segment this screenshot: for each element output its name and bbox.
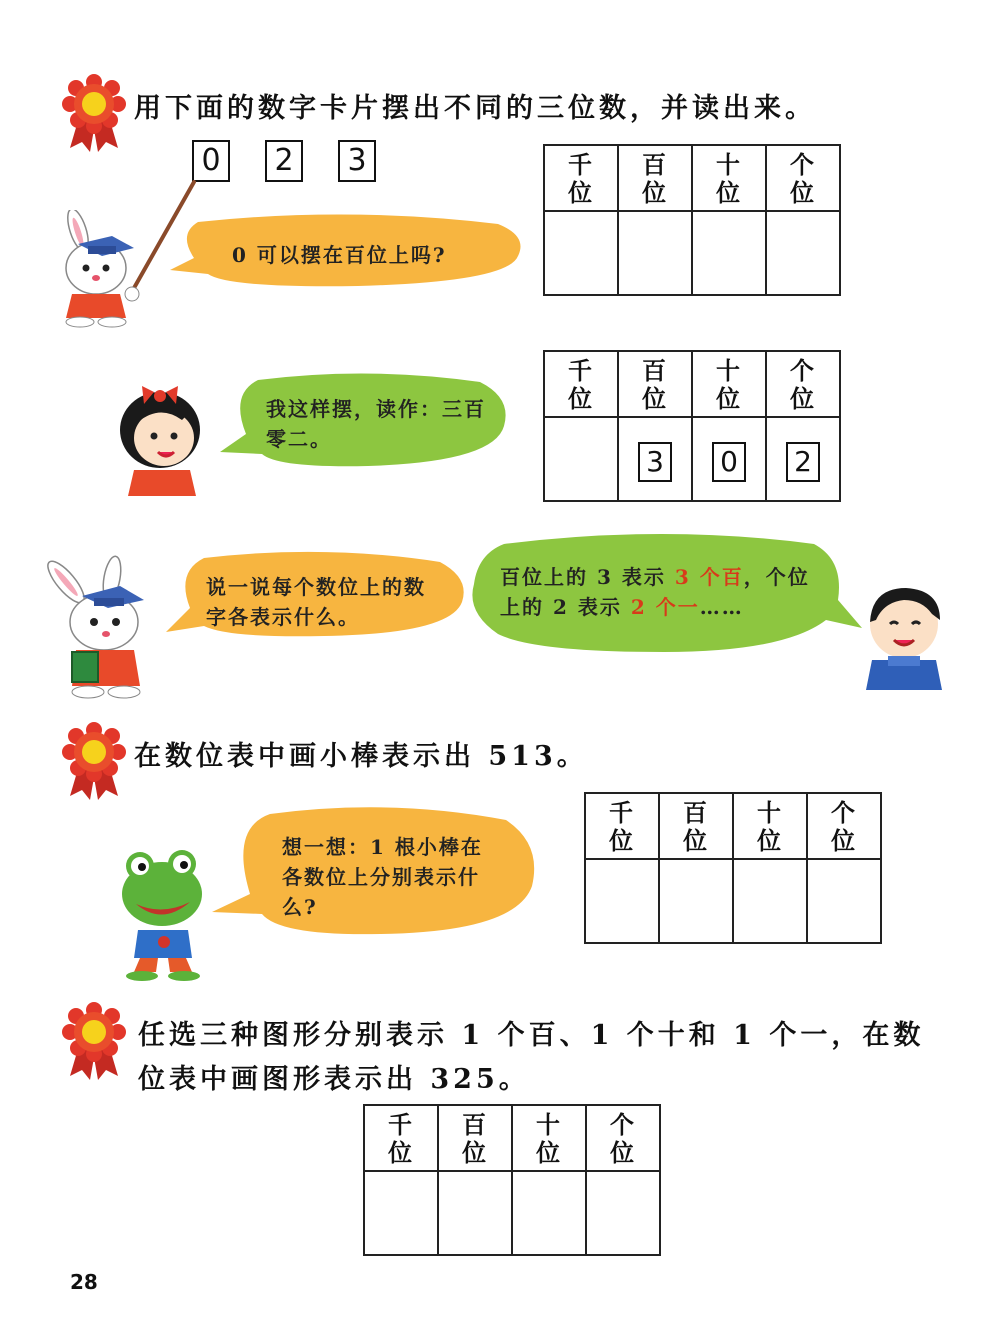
header-ones: 个 位 <box>586 1105 660 1171</box>
header-ones: 个 位 <box>807 793 881 859</box>
digit-card-ones: 2 <box>786 442 820 482</box>
cell-thousands[interactable] <box>544 211 618 295</box>
cell-hundreds[interactable] <box>659 859 733 943</box>
cell-hundreds[interactable] <box>438 1171 512 1255</box>
cell-hundreds[interactable] <box>618 211 692 295</box>
cell-tens[interactable] <box>692 211 766 295</box>
header-thousands: 千 位 <box>544 145 618 211</box>
task1-title: 用下面的数字卡片摆出不同的三位数，并读出来。 <box>134 93 816 124</box>
header-tens: 十 位 <box>733 793 807 859</box>
cell-tens[interactable] <box>512 1171 586 1255</box>
cell-tens <box>692 417 766 501</box>
header-ones: 个 位 <box>766 351 840 417</box>
task2-title: 在数位表中画小棒表示出 513。 <box>134 741 588 772</box>
frog-speech: 想一想：1 根小棒在各数位上分别表示什么? <box>282 835 483 919</box>
number-card-2[interactable]: 2 <box>265 140 303 182</box>
header-tens: 十 位 <box>692 145 766 211</box>
cell-ones[interactable] <box>807 859 881 943</box>
medal-icon <box>62 74 126 152</box>
cell-thousands[interactable] <box>364 1171 438 1255</box>
cell-thousands[interactable] <box>585 859 659 943</box>
boy-answer: 百位上的 3 表示 3 个百，个位上的 2 表示 2 个一…… <box>500 565 810 619</box>
rabbit-question: 说一说每个数位上的数字各表示什么。 <box>206 575 426 629</box>
header-hundreds: 百 位 <box>618 145 692 211</box>
rabbit-teacher-icon <box>52 210 152 328</box>
place-value-table-325 <box>363 1104 661 1256</box>
header-ones: 个 位 <box>766 145 840 211</box>
cell-tens[interactable] <box>733 859 807 943</box>
place-value-table-1 <box>543 144 841 296</box>
header-thousands: 千 位 <box>544 351 618 417</box>
number-card-3[interactable]: 3 <box>338 140 376 182</box>
place-value-table-example <box>543 350 841 502</box>
digit-card-tens: 0 <box>712 442 746 482</box>
number-card-0[interactable]: 0 <box>192 140 230 182</box>
task3-title: 任选三种图形分别表示 1 个百、1 个十和 1 个一，在数 位表中画图形表示出 325。 <box>138 1020 925 1095</box>
rabbit-speech: 0 可以摆在百位上吗? <box>232 243 447 267</box>
header-hundreds: 百 位 <box>438 1105 512 1171</box>
frog-icon <box>112 846 212 982</box>
header-thousands: 千 位 <box>585 793 659 859</box>
header-tens: 十 位 <box>692 351 766 417</box>
cell-ones <box>766 417 840 501</box>
rabbit-student-icon <box>36 552 156 702</box>
boy-icon <box>862 584 946 690</box>
header-hundreds: 百 位 <box>618 351 692 417</box>
cell-hundreds <box>618 417 692 501</box>
header-thousands: 千 位 <box>364 1105 438 1171</box>
digit-card-hundreds: 3 <box>638 442 672 482</box>
girl-icon <box>112 386 208 496</box>
cell-ones[interactable] <box>586 1171 660 1255</box>
cell-ones[interactable] <box>766 211 840 295</box>
header-hundreds: 百 位 <box>659 793 733 859</box>
medal-icon <box>62 722 126 800</box>
medal-icon <box>62 1002 126 1080</box>
page-number: 28 <box>70 1270 98 1294</box>
cell-thousands <box>544 417 618 501</box>
place-value-table-513 <box>584 792 882 944</box>
header-tens: 十 位 <box>512 1105 586 1171</box>
girl-speech: 我这样摆，读作：三百零二。 <box>266 397 486 451</box>
